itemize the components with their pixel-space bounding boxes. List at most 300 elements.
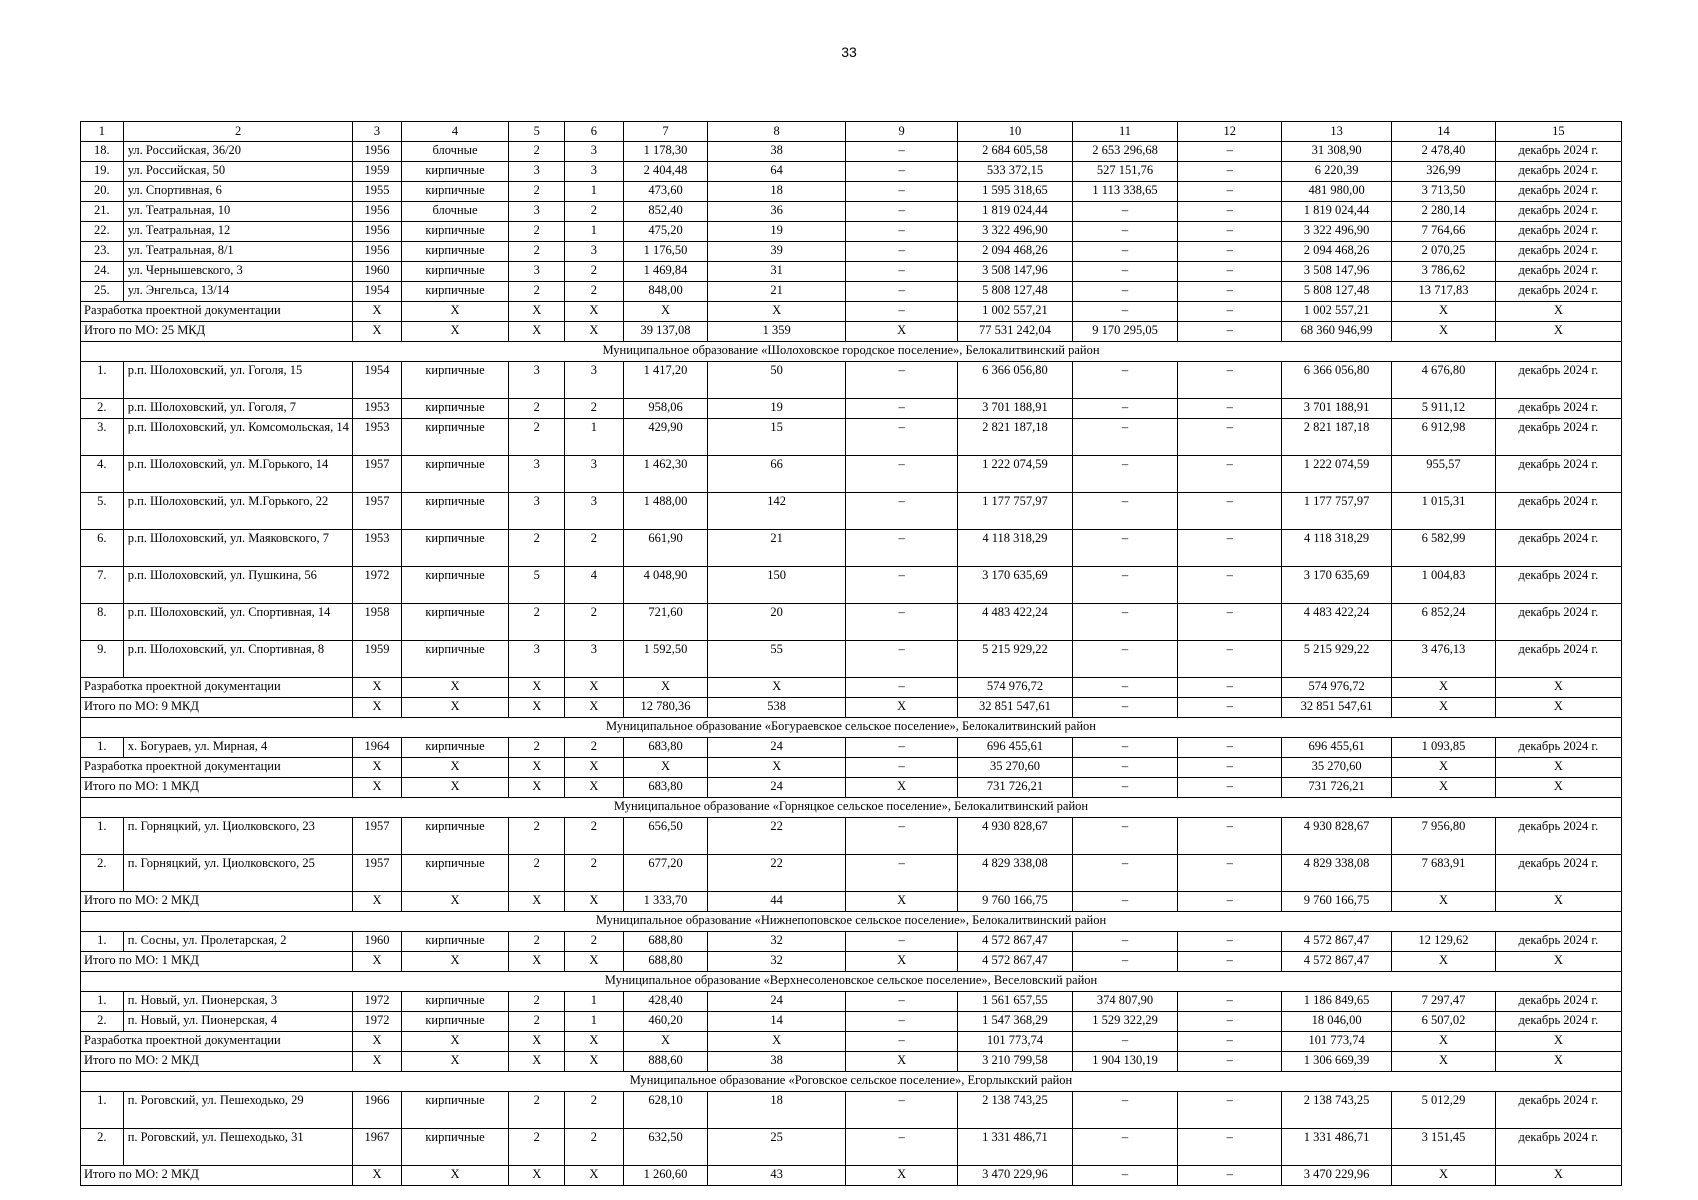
cell-wall-material: кирпичные [401,282,509,302]
cell-floors: 2 [509,530,565,567]
summary-col12: – [1178,1166,1282,1186]
summary-entrances: X [565,758,624,778]
cell-total-cost: 1 561 657,55 [958,992,1072,1012]
municipality-row [81,342,1622,362]
cell-year: 1954 [353,362,401,399]
cell-num: 24. [81,262,124,282]
summary-deadline: X [1495,758,1621,778]
cell-total-cost: 533 372,15 [958,162,1072,182]
cell-entrances: 2 [565,604,624,641]
summary-col11: – [1072,758,1178,778]
summary-entrances: X [565,778,624,798]
cell-num: 2. [81,399,124,419]
summary-row [81,698,1622,718]
summary-cost-per-sqm: X [1392,322,1496,342]
cell-entrances: 1 [565,992,624,1012]
table-row [81,567,1622,604]
summary-wall-material: X [401,1032,509,1052]
cell-col13: 6 366 056,80 [1282,362,1392,399]
summary-entrances: X [565,892,624,912]
summary-col12: – [1178,302,1282,322]
summary-residents: 32 [708,952,846,972]
summary-label: Разработка проектной документации [81,758,353,778]
header-cell-7: 7 [623,122,707,142]
cell-area: 721,60 [623,604,707,641]
cell-wall-material: кирпичные [401,738,509,758]
cell-year: 1972 [353,1012,401,1032]
summary-label: Итого по МО: 2 МКД [81,1166,353,1186]
cell-floors: 2 [509,222,565,242]
cell-col12: – [1178,1129,1282,1166]
cell-address: п. Роговский, ул. Пешеходько, 29 [123,1092,353,1129]
summary-col9: X [846,778,958,798]
cell-col12: – [1178,1012,1282,1032]
cell-year: 1957 [353,456,401,493]
summary-row [81,1032,1622,1052]
cell-address: п. Горняцкий, ул. Циолковского, 23 [123,818,353,855]
cell-year: 1964 [353,738,401,758]
cell-cost-per-sqm: 3 476,13 [1392,641,1496,678]
cell-col13: 1 819 024,44 [1282,202,1392,222]
cell-entrances: 2 [565,282,624,302]
cell-residents: 36 [708,202,846,222]
cell-deadline: декабрь 2024 г. [1495,738,1621,758]
cell-col9: – [846,992,958,1012]
cell-area: 1 469,84 [623,262,707,282]
cell-deadline: декабрь 2024 г. [1495,932,1621,952]
cell-residents: 21 [708,530,846,567]
cell-col13: 3 170 635,69 [1282,567,1392,604]
cell-deadline: декабрь 2024 г. [1495,604,1621,641]
cell-residents: 14 [708,1012,846,1032]
cell-col11: – [1072,530,1178,567]
cell-entrances: 2 [565,262,624,282]
summary-cost-per-sqm: X [1392,1052,1496,1072]
summary-entrances: X [565,678,624,698]
cell-year: 1959 [353,162,401,182]
cell-col11: – [1072,641,1178,678]
cell-wall-material: кирпичные [401,855,509,892]
summary-col9: – [846,1032,958,1052]
cell-entrances: 3 [565,641,624,678]
cell-entrances: 2 [565,932,624,952]
summary-col13: 101 773,74 [1282,1032,1392,1052]
summary-col9: – [846,678,958,698]
cell-total-cost: 3 322 496,90 [958,222,1072,242]
cell-col11: – [1072,282,1178,302]
cell-floors: 5 [509,567,565,604]
summary-row [81,758,1622,778]
summary-year: X [353,678,401,698]
cell-entrances: 3 [565,456,624,493]
cell-col12: – [1178,182,1282,202]
cell-area: 429,90 [623,419,707,456]
summary-floors: X [509,322,565,342]
summary-deadline: X [1495,892,1621,912]
cell-address: ул. Российская, 36/20 [123,142,353,162]
cell-wall-material: кирпичные [401,1012,509,1032]
cell-floors: 2 [509,738,565,758]
cell-num: 19. [81,162,124,182]
cell-total-cost: 696 455,61 [958,738,1072,758]
summary-wall-material: X [401,678,509,698]
cell-area: 1 462,30 [623,456,707,493]
cell-year: 1957 [353,818,401,855]
cell-col11: 527 151,76 [1072,162,1178,182]
summary-col13: 32 851 547,61 [1282,698,1392,718]
cell-floors: 2 [509,992,565,1012]
cell-residents: 15 [708,419,846,456]
summary-year: X [353,952,401,972]
cell-area: 1 176,50 [623,242,707,262]
cell-area: 683,80 [623,738,707,758]
cell-residents: 39 [708,242,846,262]
cell-wall-material: блочные [401,202,509,222]
cell-cost-per-sqm: 326,99 [1392,162,1496,182]
cell-area: 1 488,00 [623,493,707,530]
cell-col12: – [1178,855,1282,892]
cell-col13: 1 186 849,65 [1282,992,1392,1012]
cell-area: 852,40 [623,202,707,222]
summary-cost-per-sqm: X [1392,678,1496,698]
summary-col13: 4 572 867,47 [1282,952,1392,972]
cell-col13: 5 808 127,48 [1282,282,1392,302]
cell-col13: 4 930 828,67 [1282,818,1392,855]
cell-col11: 374 807,90 [1072,992,1178,1012]
summary-row [81,892,1622,912]
cell-address: п. Новый, ул. Пионерская, 4 [123,1012,353,1032]
cell-floors: 3 [509,202,565,222]
cell-col9: – [846,530,958,567]
table-row [81,818,1622,855]
cell-total-cost: 3 701 188,91 [958,399,1072,419]
summary-floors: X [509,1032,565,1052]
cell-residents: 19 [708,399,846,419]
table-row [81,362,1622,399]
summary-floors: X [509,952,565,972]
cell-col12: – [1178,530,1282,567]
summary-label: Разработка проектной документации [81,678,353,698]
cell-floors: 3 [509,493,565,530]
cell-col12: – [1178,1092,1282,1129]
cell-col13: 2 094 468,26 [1282,242,1392,262]
cell-entrances: 3 [565,493,624,530]
cell-col11: – [1072,399,1178,419]
summary-entrances: X [565,698,624,718]
cell-num: 1. [81,818,124,855]
cell-wall-material: кирпичные [401,818,509,855]
cell-wall-material: кирпичные [401,419,509,456]
summary-row [81,952,1622,972]
summary-col9: X [846,1166,958,1186]
cell-wall-material: кирпичные [401,362,509,399]
cell-address: р.п. Шолоховский, ул. Пушкина, 56 [123,567,353,604]
cell-total-cost: 4 118 318,29 [958,530,1072,567]
cell-total-cost: 5 215 929,22 [958,641,1072,678]
cell-col11: – [1072,1092,1178,1129]
cell-floors: 2 [509,1129,565,1166]
cell-area: 473,60 [623,182,707,202]
cell-col9: – [846,282,958,302]
summary-wall-material: X [401,302,509,322]
cell-year: 1956 [353,142,401,162]
cell-deadline: декабрь 2024 г. [1495,493,1621,530]
cell-cost-per-sqm: 3 151,45 [1392,1129,1496,1166]
cell-floors: 2 [509,142,565,162]
cell-residents: 22 [708,818,846,855]
cell-year: 1956 [353,202,401,222]
cell-wall-material: кирпичные [401,262,509,282]
table-row [81,142,1622,162]
summary-col11: 1 904 130,19 [1072,1052,1178,1072]
cell-col12: – [1178,604,1282,641]
summary-residents: X [708,758,846,778]
summary-total-cost: 731 726,21 [958,778,1072,798]
summary-col12: – [1178,778,1282,798]
cell-floors: 2 [509,282,565,302]
cell-cost-per-sqm: 7 683,91 [1392,855,1496,892]
table-row [81,1129,1622,1166]
summary-col9: X [846,1052,958,1072]
cell-total-cost: 6 366 056,80 [958,362,1072,399]
cell-year: 1953 [353,530,401,567]
cell-wall-material: кирпичные [401,1092,509,1129]
summary-deadline: X [1495,322,1621,342]
cell-total-cost: 1 177 757,97 [958,493,1072,530]
cell-floors: 2 [509,855,565,892]
summary-entrances: X [565,952,624,972]
summary-col9: X [846,892,958,912]
table-row [81,182,1622,202]
cell-year: 1972 [353,567,401,604]
cell-num: 2. [81,1012,124,1032]
summary-total-cost: 32 851 547,61 [958,698,1072,718]
summary-label: Разработка проектной документации [81,302,353,322]
summary-residents: 38 [708,1052,846,1072]
summary-floors: X [509,678,565,698]
cell-num: 1. [81,992,124,1012]
cell-col9: – [846,932,958,952]
cell-wall-material: кирпичные [401,567,509,604]
table-row [81,604,1622,641]
cell-num: 1. [81,932,124,952]
header-cell-6: 6 [565,122,624,142]
cell-residents: 24 [708,992,846,1012]
cell-address: ул. Российская, 50 [123,162,353,182]
cell-wall-material: кирпичные [401,992,509,1012]
summary-wall-material: X [401,952,509,972]
cell-entrances: 2 [565,818,624,855]
summary-col13: 3 470 229,96 [1282,1166,1392,1186]
summary-area: X [623,302,707,322]
cell-num: 7. [81,567,124,604]
cell-residents: 150 [708,567,846,604]
summary-cost-per-sqm: X [1392,892,1496,912]
summary-col11: – [1072,1166,1178,1186]
summary-cost-per-sqm: X [1392,302,1496,322]
cell-deadline: декабрь 2024 г. [1495,262,1621,282]
summary-area: X [623,758,707,778]
cell-col11: – [1072,932,1178,952]
cell-floors: 2 [509,242,565,262]
municipality-title: Муниципальное образование «Нижнепоповское сельское поселение», Белокалитвинский район [81,912,1622,932]
cell-deadline: декабрь 2024 г. [1495,641,1621,678]
cell-col11: – [1072,419,1178,456]
cell-deadline: декабрь 2024 г. [1495,362,1621,399]
summary-residents: 44 [708,892,846,912]
header-cell-8: 8 [708,122,846,142]
cell-col13: 6 220,39 [1282,162,1392,182]
cell-address: ул. Театральная, 8/1 [123,242,353,262]
cell-entrances: 2 [565,855,624,892]
summary-year: X [353,758,401,778]
cell-entrances: 1 [565,222,624,242]
summary-year: X [353,698,401,718]
cell-col9: – [846,738,958,758]
summary-col11: – [1072,698,1178,718]
cell-year: 1958 [353,604,401,641]
municipality-row [81,912,1622,932]
summary-wall-material: X [401,778,509,798]
summary-wall-material: X [401,1166,509,1186]
summary-label: Разработка проектной документации [81,1032,353,1052]
cell-deadline: декабрь 2024 г. [1495,162,1621,182]
cell-cost-per-sqm: 5 012,29 [1392,1092,1496,1129]
cell-col13: 4 572 867,47 [1282,932,1392,952]
cell-cost-per-sqm: 2 070,25 [1392,242,1496,262]
table-row [81,222,1622,242]
cell-floors: 2 [509,182,565,202]
cell-col13: 18 046,00 [1282,1012,1392,1032]
summary-deadline: X [1495,1052,1621,1072]
cell-num: 6. [81,530,124,567]
cell-total-cost: 2 684 605,58 [958,142,1072,162]
cell-wall-material: кирпичные [401,222,509,242]
cell-residents: 19 [708,222,846,242]
cell-address: ул. Энгельса, 13/14 [123,282,353,302]
cell-address: р.п. Шолоховский, ул. М.Горького, 14 [123,456,353,493]
summary-cost-per-sqm: X [1392,1032,1496,1052]
cell-residents: 55 [708,641,846,678]
summary-floors: X [509,892,565,912]
cell-total-cost: 3 508 147,96 [958,262,1072,282]
summary-col9: X [846,952,958,972]
cell-floors: 3 [509,262,565,282]
table-row [81,855,1622,892]
cell-area: 1 178,30 [623,142,707,162]
table-row [81,242,1622,262]
cell-year: 1956 [353,222,401,242]
cell-col13: 3 322 496,90 [1282,222,1392,242]
cell-num: 2. [81,1129,124,1166]
cell-col11: 2 653 296,68 [1072,142,1178,162]
summary-deadline: X [1495,698,1621,718]
table-row [81,262,1622,282]
header-cell-15: 15 [1495,122,1621,142]
cell-col9: – [846,818,958,855]
cell-area: 428,40 [623,992,707,1012]
cell-residents: 64 [708,162,846,182]
summary-col11: – [1072,778,1178,798]
header-cell-2: 2 [123,122,353,142]
summary-area: 12 780,36 [623,698,707,718]
cell-col9: – [846,1012,958,1032]
cell-residents: 31 [708,262,846,282]
cell-col13: 31 308,90 [1282,142,1392,162]
summary-col13: 574 976,72 [1282,678,1392,698]
summary-total-cost: 4 572 867,47 [958,952,1072,972]
summary-residents: X [708,678,846,698]
housing-repair-table [80,121,1622,1186]
cell-cost-per-sqm: 1 093,85 [1392,738,1496,758]
cell-col13: 5 215 929,22 [1282,641,1392,678]
summary-col11: – [1072,302,1178,322]
cell-col13: 1 331 486,71 [1282,1129,1392,1166]
summary-label: Итого по МО: 1 МКД [81,778,353,798]
summary-total-cost: 9 760 166,75 [958,892,1072,912]
cell-entrances: 1 [565,182,624,202]
cell-residents: 18 [708,182,846,202]
cell-area: 958,06 [623,399,707,419]
summary-deadline: X [1495,778,1621,798]
cell-floors: 2 [509,399,565,419]
cell-area: 661,90 [623,530,707,567]
cell-floors: 3 [509,456,565,493]
cell-year: 1956 [353,242,401,262]
summary-area: 1 333,70 [623,892,707,912]
cell-address: р.п. Шолоховский, ул. Спортивная, 14 [123,604,353,641]
cell-col9: – [846,242,958,262]
cell-area: 677,20 [623,855,707,892]
municipality-title: Муниципальное образование «Верхнесоленовское сельское поселение», Веселовский район [81,972,1622,992]
cell-floors: 2 [509,1092,565,1129]
summary-col11: – [1072,952,1178,972]
summary-col9: X [846,322,958,342]
cell-total-cost: 1 819 024,44 [958,202,1072,222]
cell-area: 1 417,20 [623,362,707,399]
cell-col12: – [1178,202,1282,222]
cell-wall-material: кирпичные [401,1129,509,1166]
cell-total-cost: 1 222 074,59 [958,456,1072,493]
summary-col12: – [1178,678,1282,698]
cell-col9: – [846,362,958,399]
cell-col11: – [1072,604,1178,641]
cell-col12: – [1178,992,1282,1012]
cell-wall-material: кирпичные [401,932,509,952]
cell-cost-per-sqm: 1 015,31 [1392,493,1496,530]
cell-col11: – [1072,362,1178,399]
cell-wall-material: кирпичные [401,399,509,419]
cell-wall-material: кирпичные [401,530,509,567]
cell-address: п. Роговский, ул. Пешеходько, 31 [123,1129,353,1166]
cell-num: 18. [81,142,124,162]
summary-entrances: X [565,1052,624,1072]
cell-col13: 481 980,00 [1282,182,1392,202]
cell-residents: 21 [708,282,846,302]
cell-col9: – [846,493,958,530]
cell-col9: – [846,1129,958,1166]
cell-area: 628,10 [623,1092,707,1129]
cell-address: р.п. Шолоховский, ул. Гоголя, 15 [123,362,353,399]
summary-col11: – [1072,1032,1178,1052]
table-row [81,530,1622,567]
cell-area: 460,20 [623,1012,707,1032]
cell-col9: – [846,567,958,604]
summary-label: Итого по МО: 9 МКД [81,698,353,718]
summary-deadline: X [1495,302,1621,322]
municipality-row [81,972,1622,992]
cell-entrances: 2 [565,1129,624,1166]
